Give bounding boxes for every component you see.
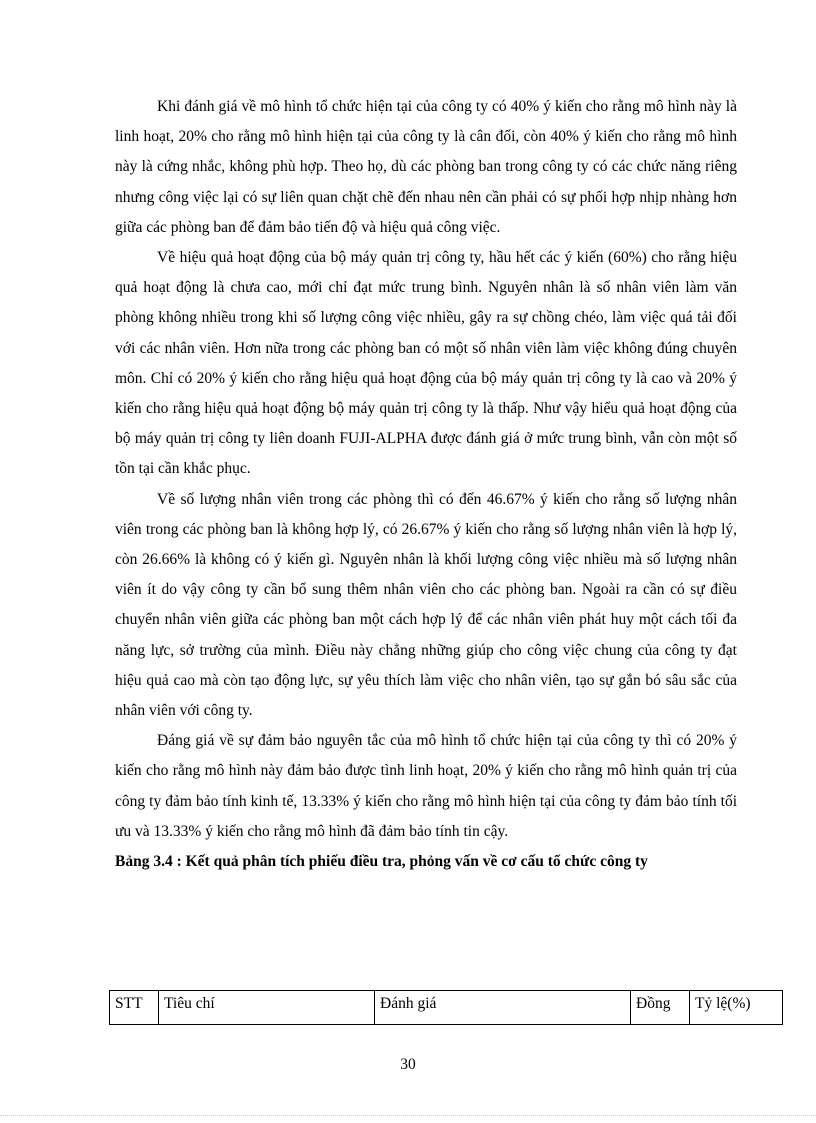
page-bottom-divider <box>0 1115 816 1116</box>
paragraph: Đáng giá về sự đảm bảo nguyên tắc của mô hình tổ chức hiện tại của công ty thì có 20% ý kiến cho rằng mô hình này đảm bảo được tình linh hoạt, 20% ý kiến cho rằng mô hình quản trị của công ty đảm bảo tính kinh tế, 13.33% ý kiến cho rằng mô hình hiện tại của công ty đảm bảo tính tối ưu và 13.33% ý kiến cho rằng mô hình đã đảm bảo tính tin cậy. <box>115 732 737 840</box>
header-stt: STT <box>110 991 159 1025</box>
header-evaluation: Đánh giá <box>375 991 631 1025</box>
page-number: 30 <box>400 1056 416 1073</box>
paragraph: Về hiệu quả hoạt động của bộ máy quản trị công ty, hầu hết các ý kiến (60%) cho rằng hiệu quả hoạt động là chưa cao, mới chỉ đạt mức trung bình. Nguyên nhân là số nhân viên làm văn phòng không nhiều trong khi số lượng công việc nhiều, gây ra sự chồng chéo, làm việc quá tải đối với các nhân viên. Hơn nữa trong các phòng ban có một số nhân viên làm việc không đúng chuyên môn. Chỉ có 20% ý kiến cho rằng hiệu quả hoạt động của bộ máy quản trị công ty là cao và 20% ý kiến cho rằng hiệu quả hoạt động bộ máy quản trị công ty là thấp. Như vậy hiểu quả hoạt động của bộ máy quản trị công ty liên doanh FUJI-ALPHA được đánh giá ở mức trung bình, vẫn còn một số tồn tại cần khắc phục. <box>115 249 737 478</box>
header-criteria: Tiêu chí <box>159 991 375 1025</box>
paragraph: Về số lượng nhân viên trong các phòng thì có đến 46.67% ý kiến cho rằng số lượng nhân viên trong các phòng ban là không hợp lý, có 26.67% ý kiến cho rằng số lượng nhân viên là hợp lý, còn 26.66% là không có ý kiến gì. Nguyên nhân là khối lượng công việc nhiều mà số lượng nhân viên ít do vậy công ty cần bổ sung thêm nhân viên cho các phòng ban. Ngoài ra cần có sự điều chuyển nhân viên giữa các phòng ban một cách hợp lý để các nhân viên phát huy một cách tối đa năng lực, sở trường của mình. Điều này chẳng những giúp cho công việc chung của công ty đạt hiệu quả cao mà còn tạo động lực, sự yêu thích làm việc cho nhân viên, tạo sự gắn bó sâu sắc của nhân viên với công ty. <box>115 490 737 720</box>
header-percentage: Tỷ lệ(%) <box>690 991 783 1025</box>
header-count: Đồng <box>631 991 690 1025</box>
results-table <box>109 990 783 1025</box>
table-header-row <box>110 991 783 1025</box>
table-caption: Bảng 3.4 : Kết quả phân tích phiếu điều tra, phỏng vấn về cơ cấu tổ chức công ty <box>115 853 648 871</box>
document-body <box>115 92 737 877</box>
paragraph: Khi đánh giá về mô hình tổ chức hiện tại của công ty có 40% ý kiến cho rằng mô hình này là linh hoạt, 20% cho rằng mô hình hiện tại của công ty là cân đối, còn 40% ý kiến cho rằng mô hình này là cứng nhắc, không phù hợp. Theo họ, dù các phòng ban trong công ty có các chức năng riêng nhưng công việc lại có sự liên quan chặt chẽ đến nhau nên cần phải có sự phối hợp nhịp nhàng hơn giữa các phòng ban để đảm bảo tiến độ và hiệu quả công việc. <box>115 98 737 236</box>
